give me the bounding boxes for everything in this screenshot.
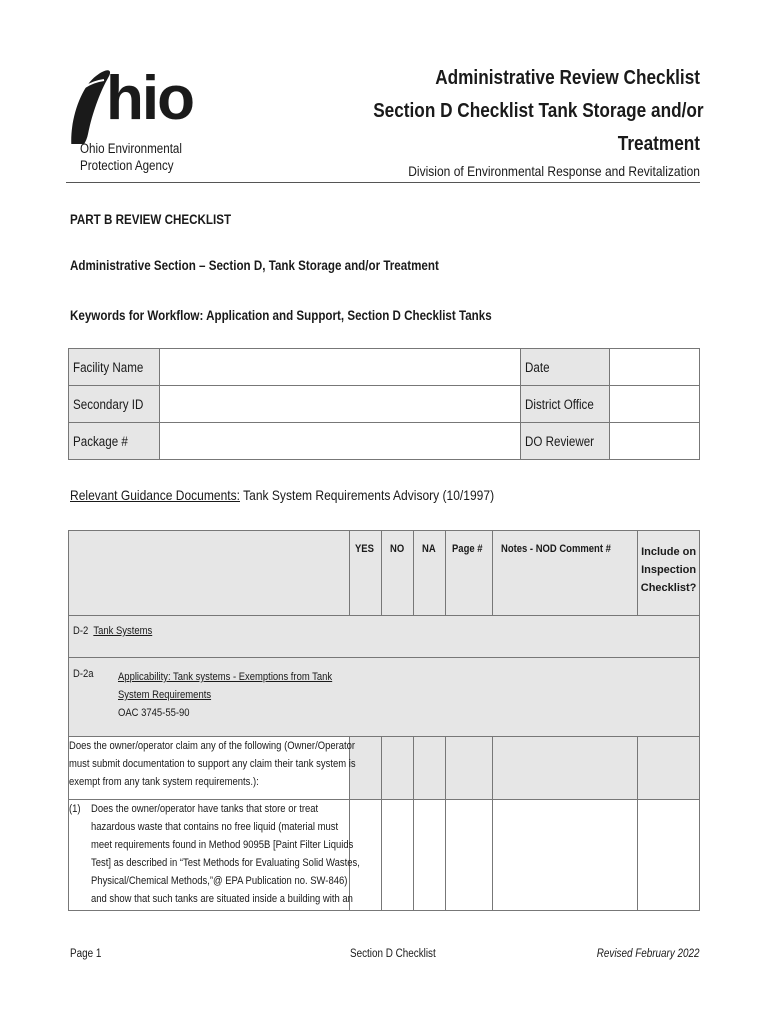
secondary-id-label: Secondary ID	[69, 386, 160, 423]
checklist-table	[68, 530, 700, 911]
facility-name-label: Facility Name	[69, 349, 160, 386]
question-na-cell	[414, 737, 446, 800]
date-field[interactable]	[610, 349, 700, 386]
package-field[interactable]	[159, 423, 520, 460]
division-name: Division of Environmental Response and Revitalization	[408, 163, 700, 179]
col-page: Page #	[446, 531, 493, 616]
document-title-block	[320, 62, 704, 179]
logo-agency-name	[80, 140, 192, 174]
title-line-1: Administrative Review Checklist	[435, 67, 700, 89]
item-1-na-cell[interactable]	[414, 800, 446, 911]
col-include: Include on Inspection Checklist?	[638, 531, 700, 616]
logo-word: hio	[106, 64, 193, 133]
footer-revised: Revised February 2022	[597, 948, 700, 960]
col-yes: YES	[350, 531, 382, 616]
ohio-epa-logo	[66, 64, 216, 184]
agency-line-1: Ohio Environmental	[80, 141, 182, 156]
guidance-documents	[70, 487, 563, 503]
question-no-cell	[382, 737, 414, 800]
keywords-heading: Keywords for Workflow: Application and Support, Section D Checklist Tanks	[70, 308, 492, 323]
item-1-row: (1) Does the owner/operator have tanks that store or treat hazardous waste that contains no free liquid (material must meet requirements found in Method 9095B [Paint Filter Liquids Test] as described in “Test Methods for Evaluating Solid Wastes, Physical/Chemical Methods,”@ EPA Publication no. SW-846) and show that such tanks are situated inside a building with an	[69, 800, 350, 911]
facility-info-table	[68, 348, 700, 460]
question-notes-cell	[493, 737, 638, 800]
part-heading: PART B REVIEW CHECKLIST	[70, 212, 232, 227]
section-row-d2: D-2 Tank Systems	[69, 616, 700, 658]
col-notes: Notes - NOD Comment #	[493, 531, 638, 616]
item-1-include-cell[interactable]	[638, 800, 700, 911]
question-row: Does the owner/operator claim any of the following (Owner/Operator must submit documentation to support any claim their tank system is exempt from any tank system requirements.):	[69, 737, 350, 800]
package-label: Package #	[69, 423, 160, 460]
item-1-notes-cell[interactable]	[493, 800, 638, 911]
footer-page-number: Page 1	[70, 948, 102, 960]
agency-line-2: Protection Agency	[80, 158, 174, 173]
secondary-id-field[interactable]	[159, 386, 520, 423]
title-line-3: Treatment	[617, 133, 700, 155]
col-no: NO	[382, 531, 414, 616]
question-include-cell	[638, 737, 700, 800]
district-office-field[interactable]	[610, 386, 700, 423]
header-blank	[69, 531, 350, 616]
guidance-text: Tank System Requirements Advisory (10/1997)	[239, 487, 495, 503]
footer-title: Section D Checklist	[350, 948, 436, 960]
section-heading: Administrative Section – Section D, Tank Storage and/or Treatment	[70, 258, 439, 273]
date-label: Date	[520, 349, 609, 386]
header-divider	[66, 182, 700, 183]
facility-name-field[interactable]	[159, 349, 520, 386]
title-line-2: Section D Checklist Tank Storage and/or	[373, 100, 704, 122]
do-reviewer-label: DO Reviewer	[520, 423, 609, 460]
col-na: NA	[414, 531, 446, 616]
item-1-page-cell[interactable]	[446, 800, 493, 911]
item-1-no-cell[interactable]	[382, 800, 414, 911]
subsection-row-d2a: D-2a Applicability: Tank systems - Exemptions from Tank System Requirements OAC 3745-55-90	[69, 658, 700, 737]
guidance-label: Relevant Guidance Documents:	[70, 487, 240, 503]
question-page-cell	[446, 737, 493, 800]
district-office-label: District Office	[520, 386, 609, 423]
do-reviewer-field[interactable]	[610, 423, 700, 460]
